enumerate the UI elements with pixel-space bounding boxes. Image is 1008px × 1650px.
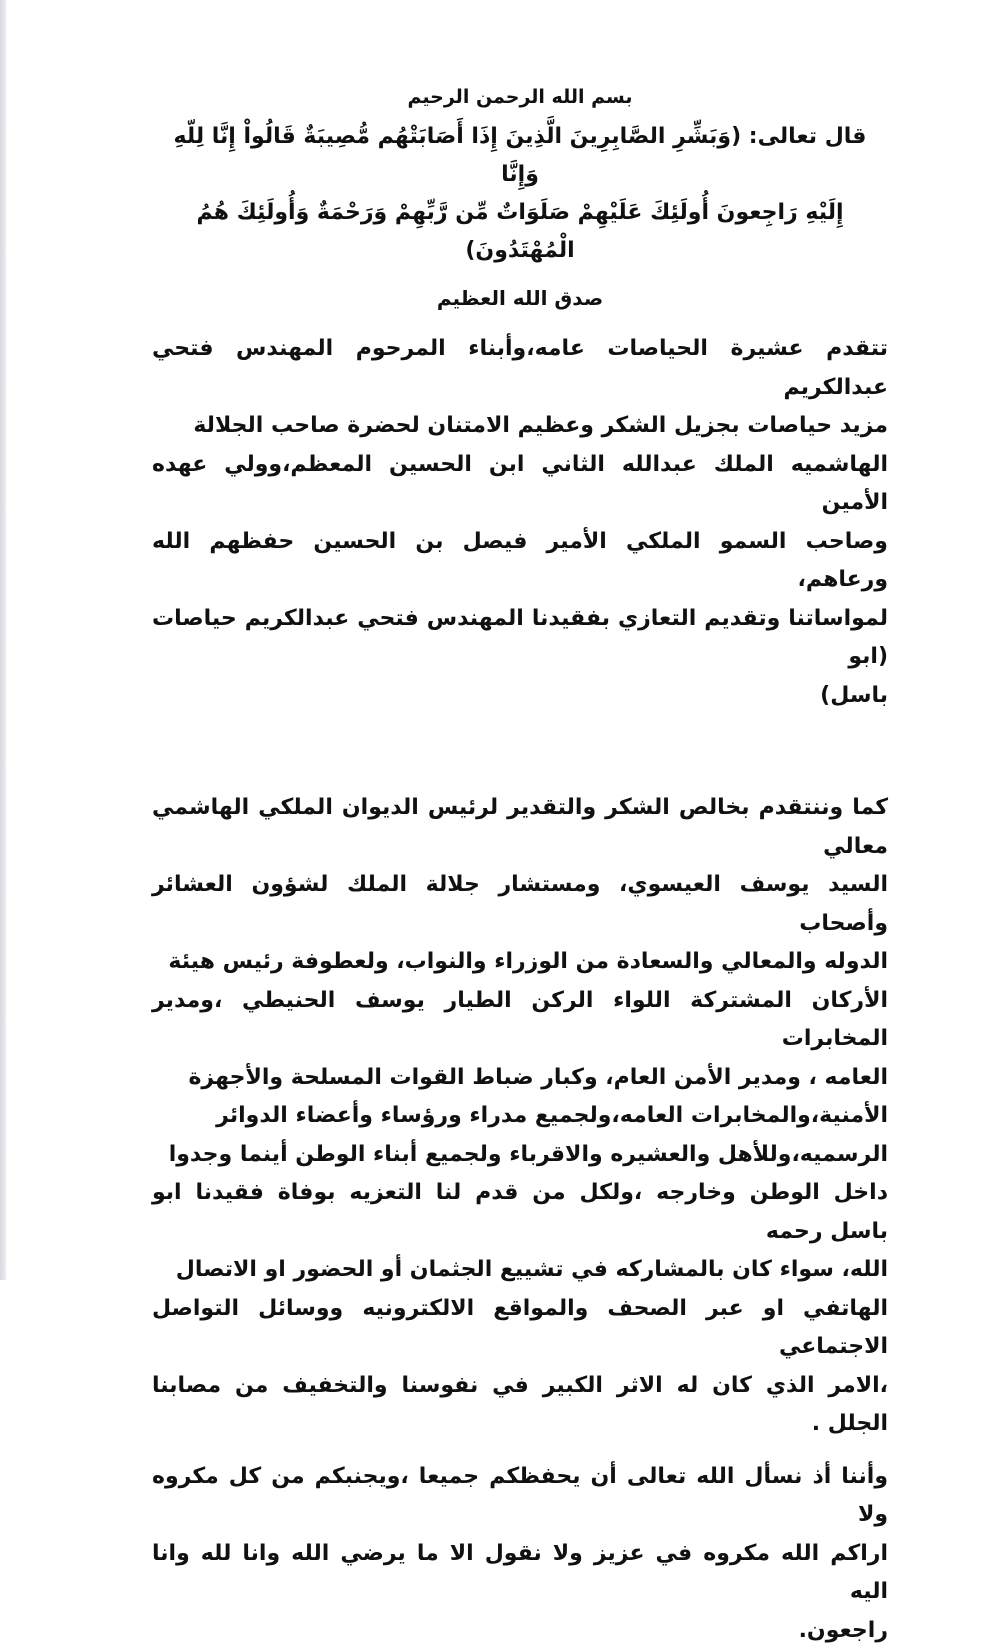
paragraph-line: داخل الوطن وخارجه ،ولكل من قدم لنا التعزيه بوفاة فقيدنا ابو باسل رحمه xyxy=(152,1174,888,1251)
paragraph-line: الرسميه،وللأهل والعشيره والاقرباء ولجميع أبناء الوطن أينما وجدوا xyxy=(152,1136,888,1175)
paragraph-line: باسل) xyxy=(152,677,888,716)
verse-line: قال تعالى: (وَبَشِّرِ الصَّابِرِينَ الَّذِينَ إِذَا أَصَابَتْهُم مُّصِيبَةٌ قَالُواْ إِنَّا لِلّهِ وَإِنَّا xyxy=(158,118,882,194)
paragraph-line: الهاشميه الملك عبدالله الثاني ابن الحسين المعظم،وولي عهده الأمين xyxy=(152,446,888,523)
paragraph-line: اراكم الله مكروه في عزيز ولا نقول الا ما يرضي الله وانا لله وانا اليه xyxy=(152,1535,888,1612)
paragraph-line: وأننا أذ نسأل الله تعالى أن يحفظكم جميعا ،ويجنبكم من كل مكروه ولا xyxy=(152,1458,888,1535)
paragraph-line: وصاحب السمو الملكي الأمير فيصل بن الحسين حفظهم الله ورعاهم، xyxy=(152,523,888,600)
condolence-letter xyxy=(152,80,888,1650)
paragraph-thanks-officials xyxy=(152,789,888,1444)
paragraph-line: راجعون. xyxy=(152,1612,888,1650)
paragraph-line: لمواساتنا وتقديم التعازي بفقيدنا المهندس فتحي عبدالكريم حياصات (ابو xyxy=(152,600,888,677)
paragraph-line: الدوله والمعالي والسعادة من الوزراء والنواب، ولعطوفة رئيس هيئة xyxy=(152,943,888,982)
paragraph-line: العامه ، ومدير الأمن العام، وكبار ضباط القوات المسلحة والأجهزة xyxy=(152,1059,888,1098)
paragraph-line: الله، سواء كان بالمشاركه في تشييع الجثمان أو الحضور او الاتصال xyxy=(152,1251,888,1290)
verse-line: إِلَيْهِ رَاجِعونَ أُولَئِكَ عَلَيْهِمْ صَلَوَاتٌ مِّن رَّبِّهِمْ وَرَحْمَةٌ وَأُولَئِكَ هُمُ xyxy=(158,194,882,232)
verse-line: الْمُهْتَدُونَ) xyxy=(158,232,882,270)
paragraph-line: الأمنية،والمخابرات العامه،ولجميع مدراء ورؤساء وأعضاء الدوائر xyxy=(152,1097,888,1136)
quran-verse xyxy=(152,118,888,270)
paragraph-line: ،الامر الذي كان له الاثر الكبير في نفوسنا والتخفيف من مصابنا الجلل . xyxy=(152,1367,888,1444)
paragraph-closing-prayer xyxy=(152,1458,888,1650)
paragraph-line: السيد يوسف العيسوي، ومستشار جلالة الملك لشؤون العشائر وأصحاب xyxy=(152,866,888,943)
page-edge-shadow xyxy=(0,0,6,1280)
basmala-heading: بسم الله الرحمن الرحيم xyxy=(152,80,888,114)
paragraph-thanks-royal xyxy=(152,330,888,715)
closing-verse: صدق الله العظيم xyxy=(152,280,888,316)
paragraph-line: كما وننتقدم بخالص الشكر والتقدير لرئيس الديوان الملكي الهاشمي معالي xyxy=(152,789,888,866)
paragraph-line: الأركان المشتركة اللواء الركن الطيار يوسف الحنيطي ،ومدير المخابرات xyxy=(152,982,888,1059)
paragraph-line: تتقدم عشيرة الحياصات عامه،وأبناء المرحوم المهندس فتحي عبدالكريم xyxy=(152,330,888,407)
paragraph-line: الهاتفي او عبر الصحف والمواقع الالكترونيه ووسائل التواصل الاجتماعي xyxy=(152,1290,888,1367)
paragraph-line: مزيد حياصات بجزيل الشكر وعظيم الامتنان لحضرة صاحب الجلالة xyxy=(152,407,888,446)
